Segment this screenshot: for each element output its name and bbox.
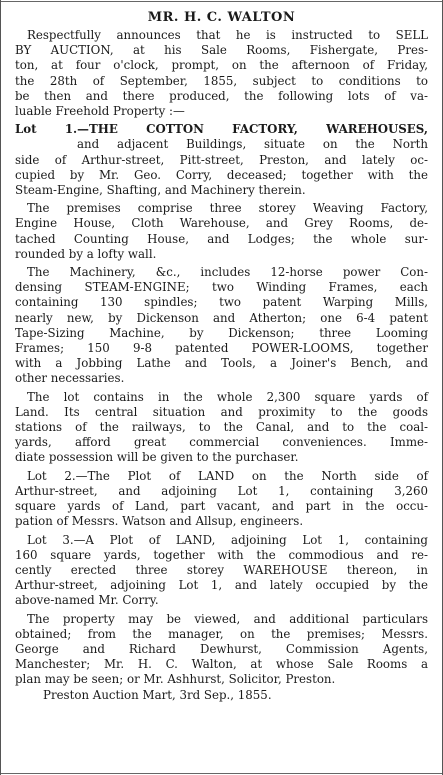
advert-title: MR. H. C. WALTON bbox=[147, 10, 296, 25]
text-line: Lot 2.—The Plot of LAND on the North side of bbox=[27, 468, 428, 483]
bottom-rule bbox=[1, 773, 442, 774]
text-line: the 28th of September, 1855, subject to conditions to bbox=[15, 73, 428, 88]
signoff-line: Preston Auction Mart, 3rd Sep., 1855. bbox=[43, 687, 272, 702]
text-line: pation of Messrs. Watson and Allsup, engineers. bbox=[15, 514, 304, 529]
text-line: Lot 1.—THE COTTON FACTORY, WAREHOUSES, bbox=[15, 122, 428, 137]
text-line: 160 square yards, together with the commodious and re- bbox=[15, 547, 428, 562]
text-line: diate possession will be given to the purchaser. bbox=[15, 450, 299, 465]
paragraph-7 bbox=[15, 533, 428, 609]
text-line: tached Counting House, and Lodges; the whole sur- bbox=[15, 231, 428, 246]
text-line: Tape-Sizing Machine, by Dickenson; three Looming bbox=[15, 325, 428, 340]
text-line: rounded by a lofty wall. bbox=[15, 246, 157, 261]
text-line: other necessaries. bbox=[15, 371, 125, 386]
text-line: above-named Mr. Corry. bbox=[15, 593, 159, 608]
text-line: Lot 3.—A Plot of LAND, adjoining Lot 1, containing bbox=[27, 532, 428, 547]
paragraph-3 bbox=[15, 201, 428, 262]
text-line: George and Richard Dewhurst, Commission Agents, bbox=[15, 641, 428, 656]
text-line: ton, at four o'clock, prompt, on the afternoon of Friday, bbox=[15, 58, 428, 73]
text-line: BY AUCTION, at his Sale Rooms, Fishergate, Pres- bbox=[15, 43, 428, 58]
paragraph-6 bbox=[15, 469, 428, 530]
text-line: stations of the railways, to the Canal, and to the coal- bbox=[15, 420, 428, 435]
text-line: and adjacent Buildings, situate on the North bbox=[77, 137, 428, 152]
text-line: The lot contains in the whole 2,300 square yards of bbox=[27, 389, 428, 404]
text-line: Manchester; Mr. H. C. Walton, at whose Sale Rooms a bbox=[15, 657, 428, 672]
text-line: obtained; from the manager, on the premises; Messrs. bbox=[15, 626, 428, 641]
advert-body bbox=[15, 28, 428, 688]
top-rule bbox=[1, 1, 442, 2]
paragraph-4 bbox=[15, 265, 428, 387]
text-line: Steam-Engine, Shafting, and Machinery therein. bbox=[15, 183, 306, 198]
text-line: Respectfully announces that he is instructed to SELL bbox=[27, 28, 428, 42]
text-line: be then and there produced, the following lots of va- bbox=[15, 88, 428, 103]
text-line: containing 130 spindles; two patent Warping Mills, bbox=[15, 295, 428, 310]
paragraph-1 bbox=[15, 28, 428, 119]
text-line: The Machinery, &c., includes 12-horse power Con- bbox=[27, 265, 428, 280]
text-line: Land. Its central situation and proximity to the goods bbox=[15, 404, 428, 419]
text-line: Arthur-street, and adjoining Lot 1, containing 3,260 bbox=[15, 483, 428, 498]
text-line: nearly new, by Dickenson and Atherton; one 6-4 patent bbox=[15, 310, 428, 325]
paragraph-2 bbox=[15, 122, 428, 198]
text-line: densing STEAM-ENGINE; two Winding Frames, each bbox=[15, 280, 428, 295]
text-line: luable Freehold Property :— bbox=[15, 104, 185, 119]
text-line: with a Jobbing Lathe and Tools, a Joiner's Bench, and bbox=[15, 356, 428, 371]
text-line: yards, afford great commercial conveniences. Imme- bbox=[15, 435, 428, 450]
text-line: plan may be seen; or Mr. Ashhurst, Solicitor, Preston. bbox=[15, 672, 336, 687]
text-line: Engine House, Cloth Warehouse, and Grey Rooms, de- bbox=[15, 216, 428, 231]
text-line: The property may be viewed, and additional particulars bbox=[27, 611, 428, 626]
paragraph-5 bbox=[15, 390, 428, 466]
text-line: The premises comprise three storey Weaving Factory, bbox=[27, 201, 428, 216]
text-line: side of Arthur-street, Pitt-street, Preston, and lately oc- bbox=[15, 152, 428, 167]
paragraph-8 bbox=[15, 612, 428, 688]
text-line: cupied by Mr. Geo. Corry, deceased; together with the bbox=[15, 167, 428, 182]
text-line: Arthur-street, adjoining Lot 1, and lately occupied by the bbox=[15, 578, 428, 593]
text-line: Frames; 150 9-8 patented POWER-LOOMS, together bbox=[15, 341, 428, 356]
text-line: square yards of Land, part vacant, and part in the occu- bbox=[15, 499, 428, 514]
text-line: cently erected three storey WAREHOUSE thereon, in bbox=[15, 562, 428, 577]
